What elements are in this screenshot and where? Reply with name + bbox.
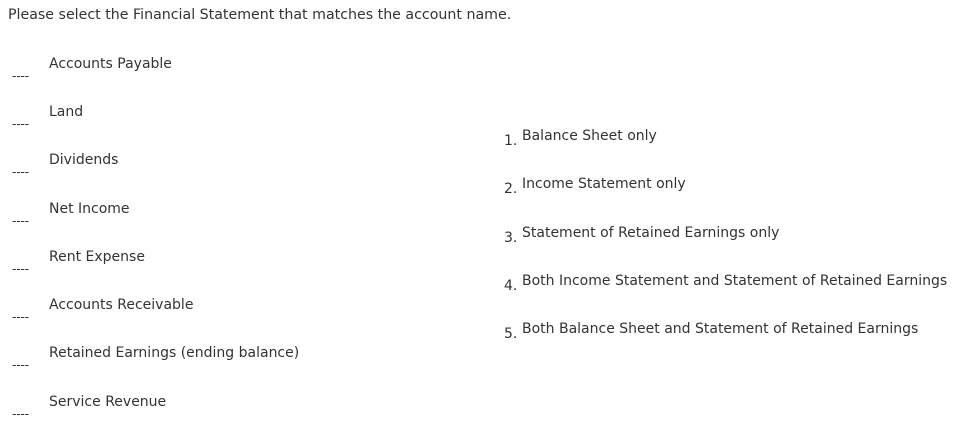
match-select[interactable] [12, 200, 44, 228]
option-text: Both Balance Sheet and Statement of Retained Earnings [522, 321, 919, 337]
match-row-rent-expense [12, 248, 332, 278]
account-label: Rent Expense [49, 249, 145, 265]
match-select[interactable] [12, 296, 44, 324]
option-text: Income Statement only [522, 176, 686, 192]
select-placeholder: ---- [12, 213, 29, 228]
option-number: 5. [504, 326, 518, 342]
select-placeholder: ---- [12, 68, 29, 83]
option-number: 4. [504, 278, 518, 294]
account-label: Service Revenue [49, 394, 167, 410]
account-label: Retained Earnings (ending balance) [49, 345, 300, 361]
match-select[interactable] [12, 344, 44, 372]
match-select[interactable] [12, 103, 44, 131]
option-number: 3. [504, 230, 518, 246]
account-label: Accounts Payable [49, 56, 172, 72]
instruction-text: Please select the Financial Statement that matches the account name. [8, 7, 512, 23]
option-number: 2. [504, 181, 518, 197]
match-row-dividends [12, 151, 332, 181]
select-placeholder: ---- [12, 406, 29, 421]
match-select[interactable] [12, 55, 44, 83]
match-row-net-income [12, 200, 332, 230]
match-select[interactable] [12, 393, 44, 421]
select-placeholder: ---- [12, 116, 29, 131]
account-label: Accounts Receivable [49, 297, 194, 313]
match-select[interactable] [12, 151, 44, 179]
option-text: Both Income Statement and Statement of Retained Earnings [522, 273, 948, 289]
match-row-accounts-receivable [12, 296, 332, 326]
match-row-retained-earnings [12, 344, 332, 374]
select-placeholder: ---- [12, 164, 29, 179]
account-label: Net Income [49, 201, 130, 217]
option-number: 1. [504, 133, 518, 149]
select-placeholder: ---- [12, 261, 29, 276]
select-placeholder: ---- [12, 357, 29, 372]
account-label: Land [49, 104, 84, 120]
match-select[interactable] [12, 248, 44, 276]
match-row-accounts-payable [12, 55, 332, 85]
match-row-land [12, 103, 332, 133]
match-row-service-revenue [12, 393, 332, 423]
option-text: Balance Sheet only [522, 128, 657, 144]
account-label: Dividends [49, 152, 119, 168]
option-text: Statement of Retained Earnings only [522, 225, 780, 241]
select-placeholder: ---- [12, 309, 29, 324]
